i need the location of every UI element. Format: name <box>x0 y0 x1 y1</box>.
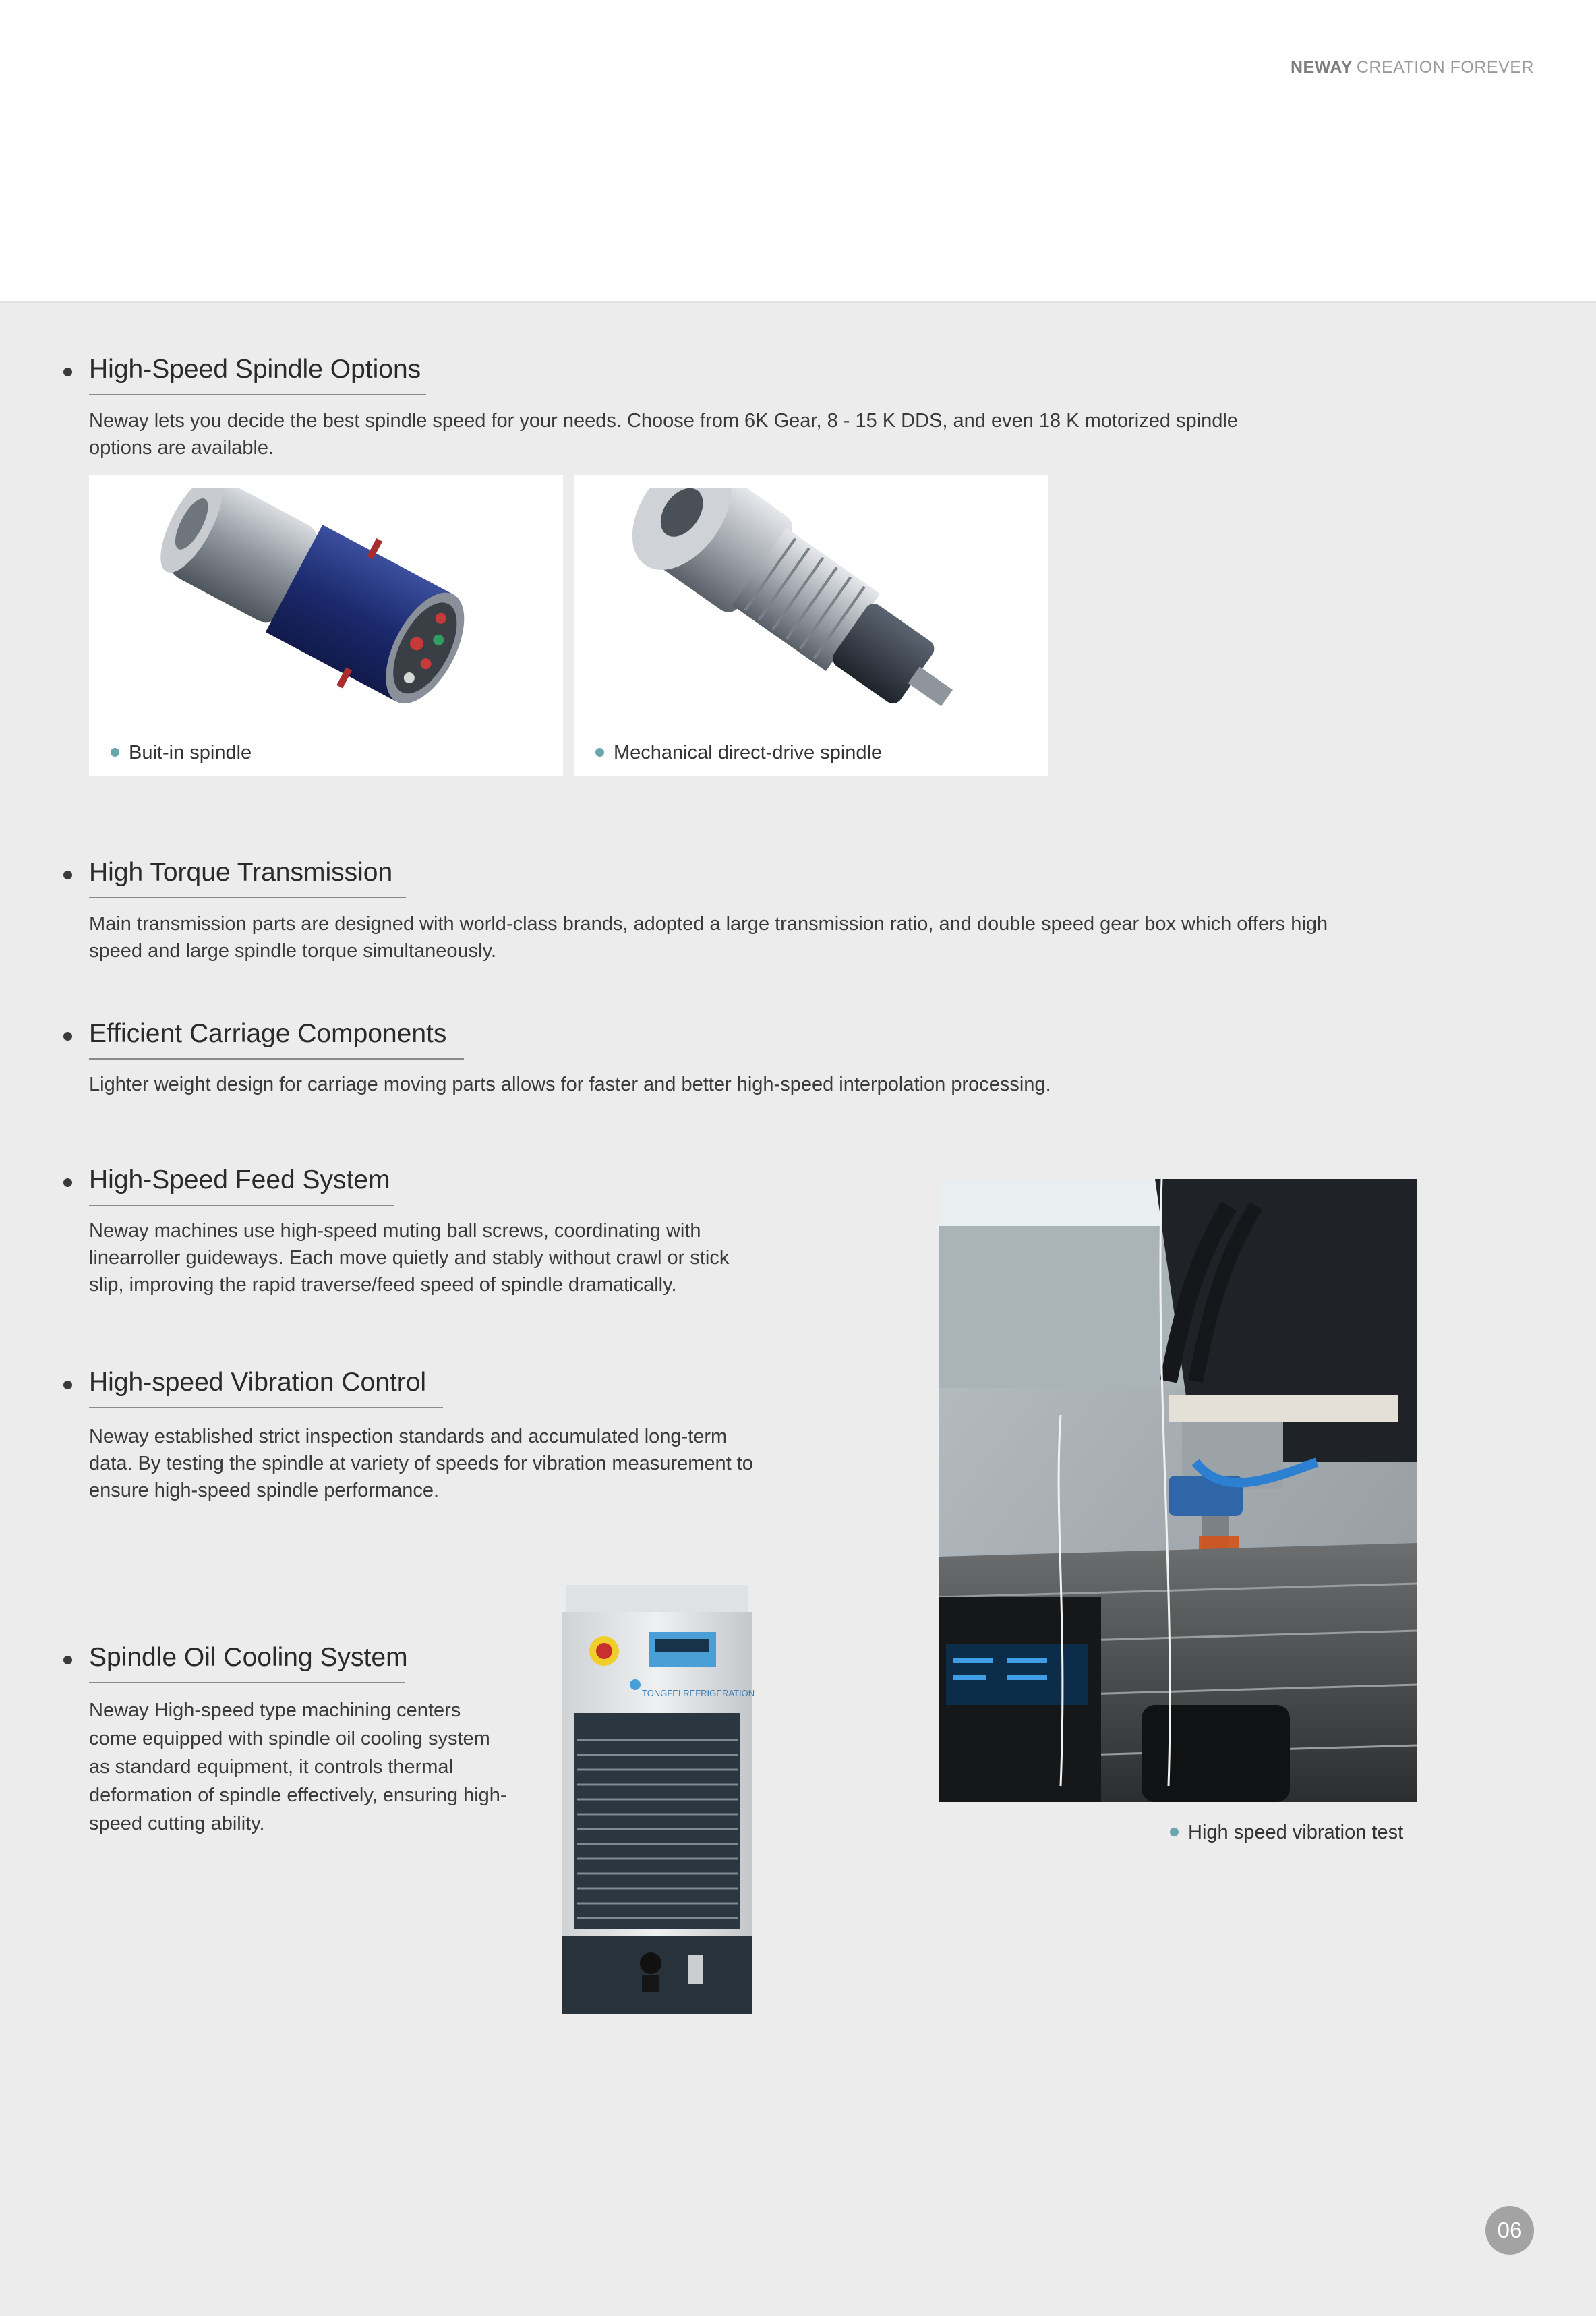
title-underline <box>89 394 426 395</box>
title-underline <box>89 1407 443 1408</box>
title-underline <box>89 1682 405 1683</box>
section-title-carriage: Efficient Carriage Components <box>89 1019 447 1048</box>
section-title-vibration: High-speed Vibration Control <box>89 1368 427 1397</box>
caption-text: High speed vibration test <box>1188 1822 1404 1843</box>
header-band <box>0 0 1596 303</box>
caption-text: Mechanical direct-drive spindle <box>614 742 883 763</box>
section-bullet <box>63 871 72 879</box>
brand-slogan: CREATION FOREVER <box>1356 58 1534 77</box>
brand-tagline <box>1291 58 1534 78</box>
section-text-carriage: Lighter weight design for carriage moving parts allows for faster and better high-speed interpolation processing. <box>89 1074 1051 1095</box>
title-underline <box>89 897 406 898</box>
title-underline <box>89 1058 464 1060</box>
page-number-badge: 06 <box>1485 2206 1534 2255</box>
section-bullet <box>63 1381 72 1389</box>
section-title-torque: High Torque Transmission <box>89 858 393 887</box>
title-underline <box>89 1205 394 1206</box>
spindle-card-direct-drive <box>574 475 1048 776</box>
section-title-feed: High-Speed Feed System <box>89 1165 390 1194</box>
caption-dot-icon <box>1170 1828 1179 1836</box>
section-text-torque: Main transmission parts are designed with world-class brands, adopted a large transmission ratio, and double speed gear box which offers high speed and large spindle torque simultaneously. <box>89 913 1328 962</box>
section-text-vibration: Neway established strict inspection standards and accumulated long-term data. By testing the spindle at variety of speeds for vibration measurement to ensure high-speed spindle performance. <box>89 1426 753 1501</box>
section-title-cooling: Spindle Oil Cooling System <box>89 1643 408 1672</box>
oil-cooler-image <box>560 1585 755 2014</box>
section-bullet <box>63 1178 72 1187</box>
vibration-photo-caption <box>1170 1822 1403 1844</box>
spindle-card-builtin <box>89 475 563 776</box>
brand-name: NEWAY <box>1290 58 1353 77</box>
section-bullet <box>63 1032 72 1041</box>
spindle-caption-direct-drive <box>595 742 882 764</box>
section-text-feed: Neway machines use high-speed muting ball screws, coordinating with linearroller guideways. Each move quietly and stably without crawl or stick slip, improving the rapid traverse/feed speed of spindle dramatically. <box>89 1220 730 1296</box>
section-title-spindle-options: High-Speed Spindle Options <box>89 355 421 384</box>
cooler-brand-label: TONGFEI REFRIGERATION <box>642 1688 755 1698</box>
caption-dot-icon <box>595 748 604 757</box>
section-bullet <box>63 368 72 376</box>
section-text-spindle-options: Neway lets you decide the best spindle speed for your needs. Choose from 6K Gear, 8 - 15 K DDS, and even 18 K motorized spindle options are available. <box>89 410 1238 459</box>
direct-drive-spindle-image <box>601 488 1005 731</box>
caption-dot-icon <box>111 748 119 757</box>
section-text-cooling: Neway High-speed type machining centers come equipped with spindle oil cooling system as standard equipment, it controls thermal deformation of spindle effectively, ensuring high-speed cutting ability. <box>89 1700 507 1834</box>
builtin-spindle-image <box>136 488 541 731</box>
spindle-caption-builtin <box>111 742 252 764</box>
section-bullet <box>63 1656 72 1664</box>
vibration-test-photo <box>939 1179 1417 1802</box>
caption-text: Buit-in spindle <box>129 742 252 763</box>
